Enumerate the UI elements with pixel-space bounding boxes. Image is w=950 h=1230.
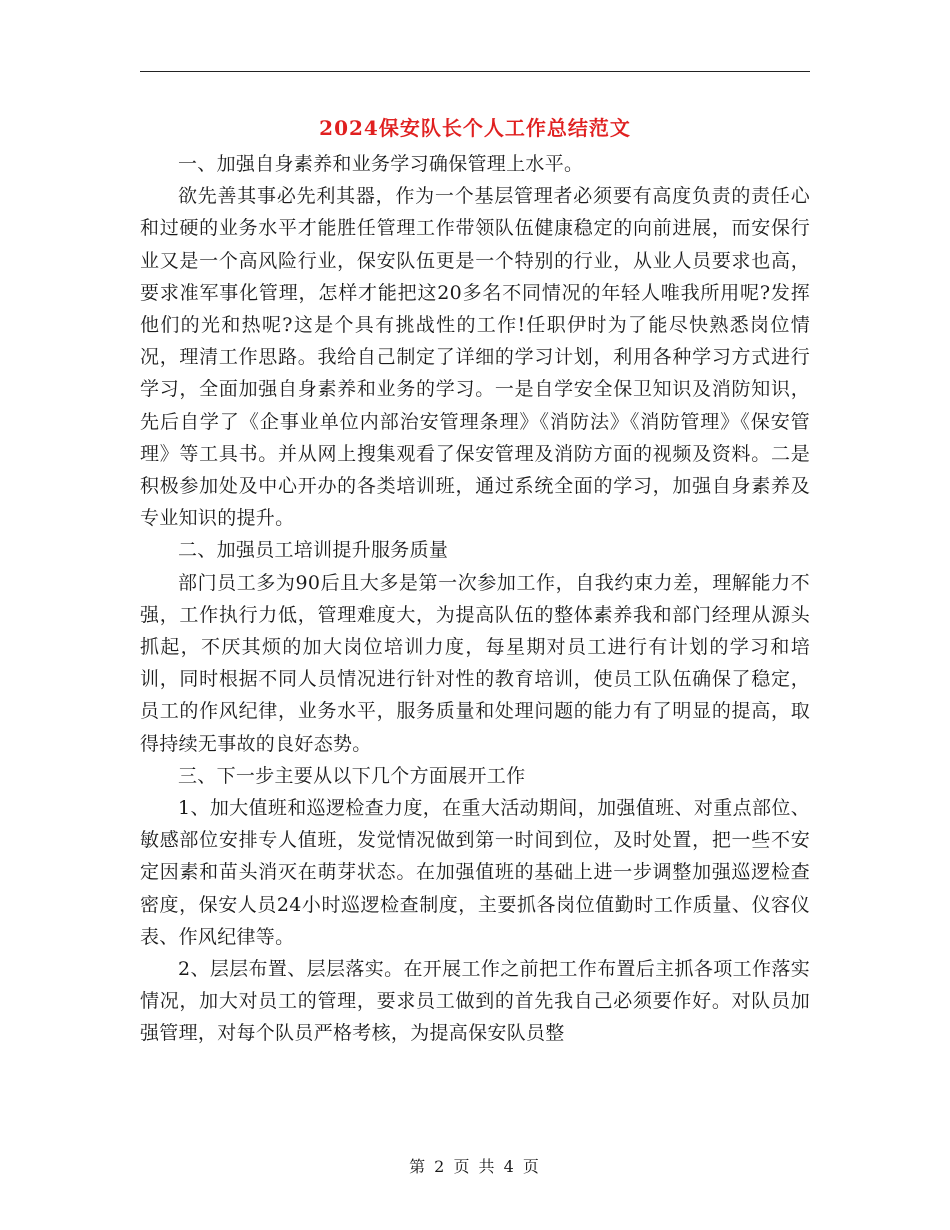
paragraph-1: 欲先善其事必先利其器，作为一个基层管理者必须要有高度负责的责任心和过硬的业务水平才能胜任管理工作带领队伍健康稳定的向前进展，而安保行业又是一个高风险行业，保安队伍更是一个特别的行业，从业人员要求也高，要求准军事化管理，怎样才能把这20多名不同情况的年轻人唯我所用呢?发挥他们的光和热呢?这是个具有挑战性的工作!任职伊时为了能尽快熟悉岗位情况，理清工作思路。我给自己制定了详细的学习计划，利用各种学习方式进行学习，全面加强自身素养和业务的学习。一是自学安全保卫知识及消防知识，先后自学了《企事业单位内部治安管理条理》《消防法》《消防管理》《保安管理》等工具书。并从网上搜集观看了保安管理及消防方面的视频及资料。二是积极参加处及中心开办的各类培训班，通过系统全面的学习，加强自身素养及专业知识的提升。 (140, 185, 810, 530)
paragraph-4: 2、层层布置、层层落实。在开展工作之前把工作布置后主抓各项工作落实情况，加大对员工的管理，要求员工做到的首先我自己必须要作好。对队员加强管理，对每个队员严格考核，为提高保安队员整 (140, 958, 810, 1045)
document-title: 2024保安队长个人工作总结范文 (319, 116, 631, 140)
section-heading-1: 一、加强自身素养和业务学习确保管理上水平。 (178, 153, 584, 175)
section-heading-2: 二、加强员工培训提升服务质量 (178, 539, 449, 562)
document-body (140, 148, 810, 1050)
paragraph-2: 部门员工多为90后且大多是第一次参加工作，自我约束力差，理解能力不强，工作执行力低，管理难度大，为提高队伍的整体素养我和部门经理从源头抓起，不厌其烦的加大岗位培训力度，每星期对员工进行有计划的学习和培训，同时根据不同人员情况进行针对性的教育培训，使员工队伍确保了稳定，员工的作风纪律，业务水平，服务质量和处理问题的能力有了明显的提高，取得持续无事故的良好态势。 (140, 571, 810, 755)
page-number: 第 2 页 共 4 页 (409, 1157, 541, 1176)
section-heading-3: 三、下一步主要从以下几个方面展开工作 (178, 764, 526, 787)
paragraph-3: 1、加大值班和巡逻检查力度，在重大活动期间，加强值班、对重点部位、敏感部位安排专人值班，发觉情况做到第一时间到位，及时处置，把一些不安定因素和苗头消灭在萌芽状态。在加强值班的基础上进一步调整加强巡逻检查密度，保安人员24小时巡逻检查制度，主要抓各岗位值勤时工作质量、仪容仪表、作风纪律等。 (140, 797, 810, 948)
header-rule (140, 71, 810, 72)
